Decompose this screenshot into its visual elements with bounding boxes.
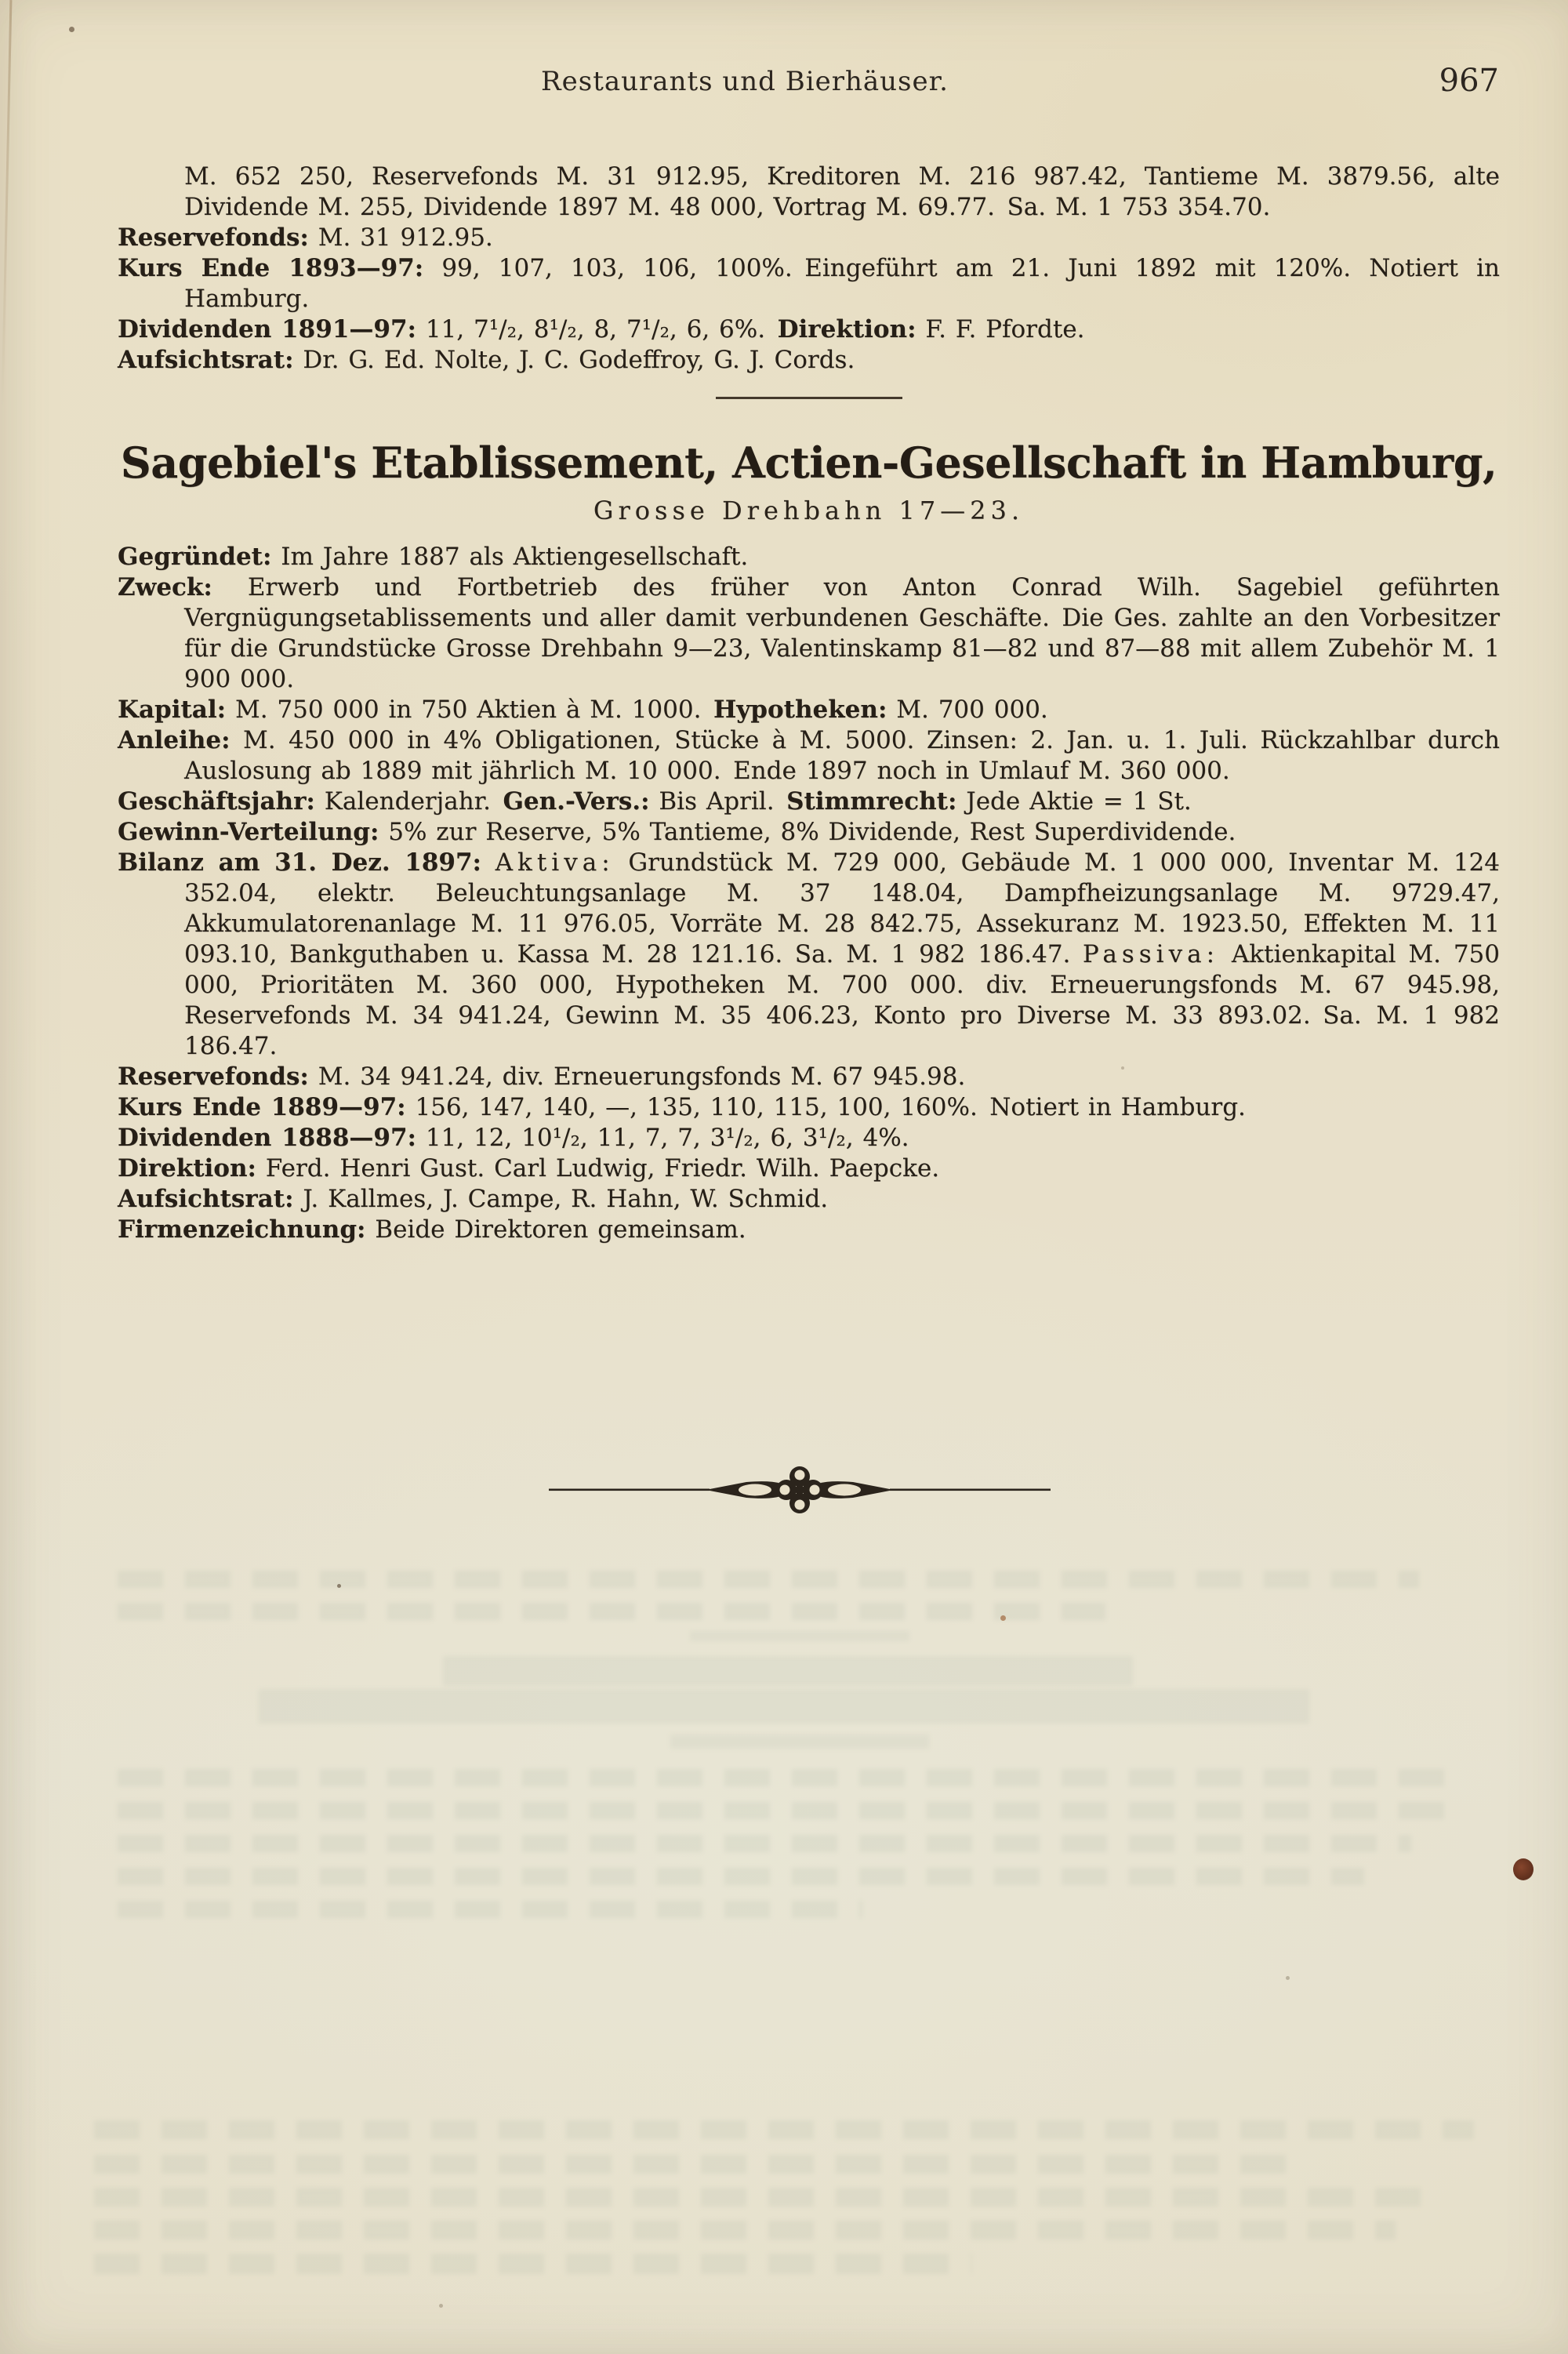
field-label: Zweck: [118, 573, 212, 601]
showthrough-smudge [690, 1631, 909, 1641]
paper-speck [69, 27, 74, 32]
field-label: Gen.-Vers.: [503, 787, 650, 816]
text-run: Dr. G. Ed. Nolte, J. C. Godeffroy, G. J. Cords. [293, 346, 855, 374]
entry-paragraph [118, 848, 1500, 1062]
showthrough-smudge [94, 2254, 972, 2274]
text-run: M. 450 000 in 4% Obligationen, Stücke à M. 5000. Zinsen: 2. Jan. u. 1. Juli. Rückzahlbar durch Auslosung ab 1889 mit jährlich M. 10 000. Ende 1897 noch in Umlauf M. 360 000. [184, 726, 1500, 785]
paper-speck [337, 1584, 341, 1588]
entry-paragraph [118, 1184, 1500, 1215]
entry-paragraph [118, 223, 1500, 253]
field-label: Reservefonds: [118, 1063, 309, 1091]
text-run: M. 700 000. [887, 696, 1048, 724]
text-run: M. 750 000 in 750 Aktien à M. 1000. [226, 696, 713, 724]
entry-subtitle: Grosse Drehbahn 17—23. [593, 496, 1025, 525]
spaced-label: Passiva: [1082, 940, 1220, 968]
text-run: 11, 7¹/₂, 8¹/₂, 8, 7¹/₂, 6, 6%. [416, 315, 778, 343]
field-label: Bilanz am 31. Dez. 1897: [118, 848, 481, 877]
field-label: Geschäftsjahr: [118, 787, 315, 816]
entry-paragraph [118, 345, 1500, 376]
showthrough-smudge [94, 2221, 1396, 2240]
text-run: M. 652 250, Reservefonds M. 31 912.95, Kreditoren M. 216 987.42, Tantieme M. 3879.56, alte Dividende M. 255, Dividende 1897 M. 48 000, Vortrag M. 69.77. Sa. M. 1 753 354.70. [184, 162, 1500, 221]
text-run: 5% zur Reserve, 5% Tantieme, 8% Dividende, Rest Superdividende. [379, 818, 1236, 846]
paper-crease [2, 0, 13, 408]
ink-blot [1513, 1858, 1534, 1880]
text-run: Jede Aktie = 1 St. [956, 787, 1192, 816]
showthrough-smudge [443, 1656, 1133, 1686]
showthrough-smudge [118, 1835, 1411, 1852]
showthrough-smudge [259, 1689, 1309, 1724]
text-run: M. 31 912.95. [308, 223, 493, 252]
field-label: Gewinn-Verteilung: [118, 818, 379, 846]
text-run: Ferd. Henri Gust. Carl Ludwig, Friedr. Wilh. Paepcke. [256, 1154, 940, 1182]
text-run: Beide Direktoren gemeinsam. [365, 1215, 746, 1244]
previous-entry [118, 162, 1500, 376]
paper-speck [1286, 1976, 1290, 1980]
showthrough-smudge [118, 1571, 1419, 1588]
showthrough-smudge [94, 2188, 1435, 2207]
field-label: Hypotheken: [713, 696, 887, 724]
text-run: Im Jahre 1887 als Aktiengesellschaft. [271, 543, 749, 571]
text-run: M. 34 941.24, div. Erneuerungsfonds M. 67 945.98. [308, 1063, 966, 1091]
text-run: Aktienkapital M. 750 000, Prioritäten M. 360 000, Hypotheken M. 700 000. div. Erneuerungsfonds M. 67 945.98, Reservefonds M. 34 941.24, Gewinn M. 35 406.23, Konto pro Diverse M. 33 893.02. Sa. M. 1 982 186.47. [184, 940, 1501, 1060]
field-label: Direktion: [777, 315, 916, 343]
field-label: Aufsichtsrat: [118, 346, 294, 374]
entry-paragraph [118, 695, 1500, 725]
field-label: Dividenden 1891—97: [118, 315, 416, 343]
text-run: J. Kallmes, J. Campe, R. Hahn, W. Schmid. [293, 1185, 829, 1213]
field-label: Reservefonds: [118, 223, 309, 252]
entry-body [118, 542, 1500, 1245]
text-run: 156, 147, 140, —, 135, 110, 115, 100, 160%. Notiert in Hamburg. [405, 1093, 1246, 1121]
paper-speck [439, 2304, 443, 2308]
showthrough-smudge [94, 2155, 1286, 2174]
text-run: 11, 12, 10¹/₂, 11, 7, 7, 3¹/₂, 6, 3¹/₂, 4%. [416, 1124, 909, 1152]
entry-title: Sagebiel's Etablissement, Actien-Gesellschaft in Hamburg, [120, 438, 1497, 488]
field-label: Stimmrecht: [786, 787, 957, 816]
text-run: 99, 107, 103, 106, 100%. Eingeführt am 21. Juni 1892 mit 120%. Notiert in Hamburg. [184, 254, 1500, 313]
field-label: Direktion: [118, 1154, 256, 1182]
entry-paragraph [118, 542, 1500, 572]
showthrough-smudge [118, 1901, 862, 1918]
field-label: Dividenden 1888—97: [118, 1124, 416, 1152]
entry-paragraph [118, 817, 1500, 848]
entry-paragraph [118, 1062, 1500, 1092]
text-run [481, 848, 495, 877]
field-label: Anleihe: [118, 726, 230, 754]
showthrough-smudge [118, 1802, 1450, 1819]
text-run: Kalenderjahr. [314, 787, 503, 816]
entry-paragraph [118, 572, 1500, 695]
entry-paragraph [118, 1153, 1500, 1184]
spaced-label: Aktiva: [495, 848, 615, 877]
entry-paragraph [118, 314, 1500, 345]
text-run: F. F. Pfordte. [916, 315, 1085, 343]
field-label: Aufsichtsrat: [118, 1185, 294, 1213]
paper-speck [1000, 1615, 1006, 1621]
field-label: Firmenzeichnung: [118, 1215, 366, 1244]
text-column [118, 162, 1500, 1245]
entry-paragraph [118, 253, 1500, 314]
entry-paragraph [118, 725, 1500, 786]
entry-paragraph [118, 162, 1500, 223]
text-run: Bis April. [649, 787, 787, 816]
entry-paragraph [118, 1215, 1500, 1245]
field-label: Kapital: [118, 696, 227, 724]
showthrough-smudge [94, 2120, 1474, 2139]
paper-speck [1121, 1066, 1124, 1070]
field-label: Kurs Ende 1889—97: [118, 1093, 406, 1121]
showthrough-smudge [118, 1769, 1450, 1786]
page-number: 967 [1439, 63, 1499, 99]
field-label: Kurs Ende 1893—97: [118, 254, 424, 282]
entry-divider-rule [716, 397, 902, 399]
field-label: Gegründet: [118, 543, 272, 571]
text-run: Grundstück M. 729 000, Gebäude M. 1 000 000, Inventar M. 124 352.04, elektr. Beleuchtungsanlage M. 37 148.04, Dampfheizungsanlage M. 9729.47, Akkumulatorenanlage M. 11 976.05, Vorräte M. 28 842.75, Assekuranz M. 1923.50, Effekten M. 11 093.10, Bankguthaben u. Kassa M. 28 121.16. Sa. M. 1 982 186.47. [184, 848, 1501, 968]
text-run: Erwerb und Fortbetrieb des früher von Anton Conrad Wilh. Sagebiel geführten Vergnügungsetablissements und aller damit verbundenen Geschäfte. Die Ges. zahlte an den Vorbesitzer für die Grundstücke Grosse Drehbahn 9—23, Valentinskamp 81—82 und 87—88 mit allem Zubehör M. 1 900 000. [184, 573, 1500, 693]
entry-paragraph [118, 1123, 1500, 1153]
entry-paragraph [118, 786, 1500, 817]
running-head: Restaurants und Bierhäuser. [541, 66, 949, 97]
showthrough-smudge [670, 1735, 929, 1749]
entry-paragraph [118, 1092, 1500, 1123]
ornament-divider-icon [549, 1465, 1051, 1515]
showthrough-smudge [118, 1868, 1364, 1885]
showthrough-smudge [118, 1603, 1105, 1620]
